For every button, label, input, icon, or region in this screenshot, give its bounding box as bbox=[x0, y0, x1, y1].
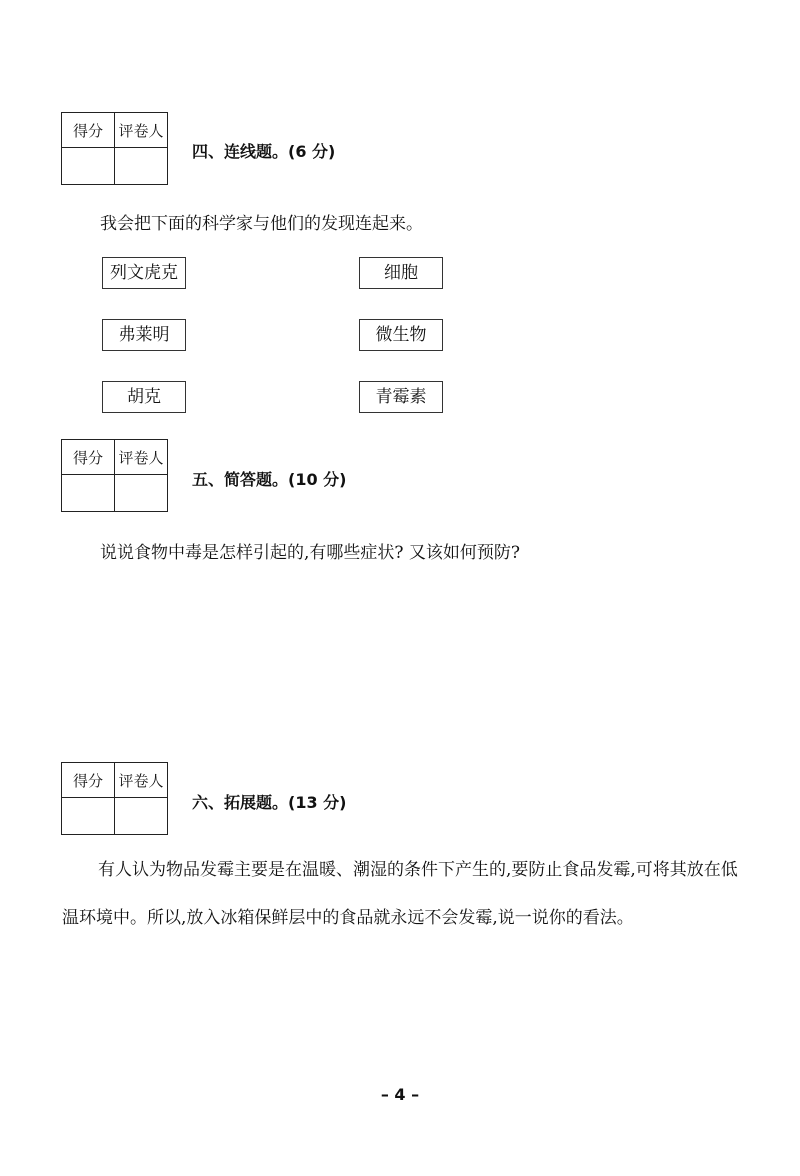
discovery-box-2[interactable]: 微生物 bbox=[359, 319, 443, 351]
score-table-section6 bbox=[61, 762, 168, 835]
score-label: 得分 bbox=[62, 113, 115, 148]
section6-question: 有人认为物品发霉主要是在温暖、潮湿的条件下产生的,要防止食品发霉,可将其放在低温环境中。所以,放入冰箱保鲜层中的食品就永远不会发霉,说一说你的看法。 bbox=[62, 860, 738, 928]
scientist-box-2[interactable]: 弗莱明 bbox=[102, 319, 186, 351]
page-number: – 4 – bbox=[380, 1085, 420, 1104]
score-label: 得分 bbox=[62, 440, 115, 475]
grader-label: 评卷人 bbox=[115, 440, 168, 475]
section5-title: 五、简答题。(10 分) bbox=[192, 470, 347, 489]
discovery-box-1[interactable]: 细胞 bbox=[359, 257, 443, 289]
grader-cell bbox=[115, 475, 168, 512]
score-label: 得分 bbox=[62, 763, 115, 798]
scientist-box-3[interactable]: 胡克 bbox=[102, 381, 186, 413]
score-cell bbox=[62, 798, 115, 835]
discovery-box-3[interactable]: 青霉素 bbox=[359, 381, 443, 413]
grader-cell bbox=[115, 148, 168, 185]
grader-cell bbox=[115, 798, 168, 835]
score-cell bbox=[62, 475, 115, 512]
score-cell bbox=[62, 148, 115, 185]
section5-answer-area[interactable] bbox=[62, 570, 742, 750]
scientist-box-1[interactable]: 列文虎克 bbox=[102, 257, 186, 289]
grader-label: 评卷人 bbox=[115, 113, 168, 148]
section6-title: 六、拓展题。(13 分) bbox=[192, 793, 347, 812]
section4-title: 四、连线题。(6 分) bbox=[192, 142, 336, 161]
section5-question: 说说食物中毒是怎样引起的,有哪些症状? 又该如何预防? bbox=[100, 543, 521, 563]
score-table-section4 bbox=[61, 112, 168, 185]
grader-label: 评卷人 bbox=[115, 763, 168, 798]
score-table-section5 bbox=[61, 439, 168, 512]
section4-instruction: 我会把下面的科学家与他们的发现连起来。 bbox=[100, 214, 423, 234]
